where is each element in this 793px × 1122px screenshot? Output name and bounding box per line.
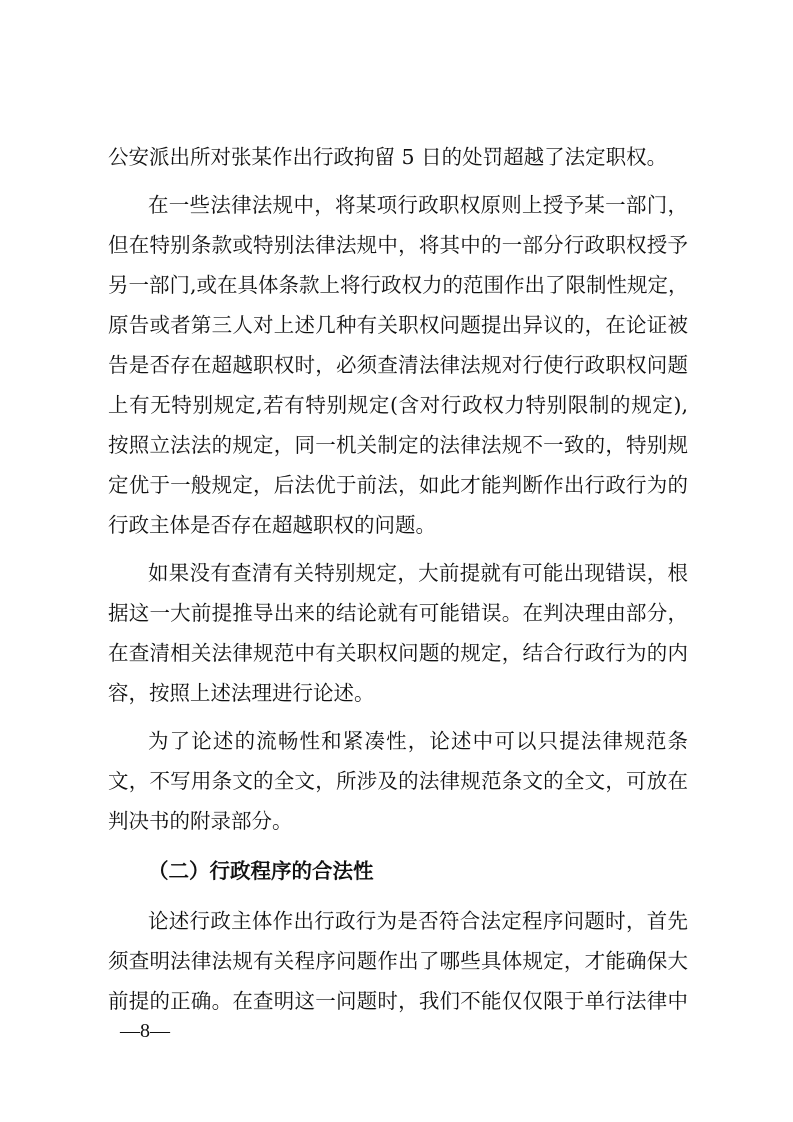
body-text-line: 前提的正确。在查明这一问题时，我们不能仅仅限于单行法律中 <box>108 989 688 1013</box>
body-text-line: 行政主体是否存在超越职权的问题。 <box>108 513 436 537</box>
body-text-line: 须查明法律法规有关程序问题作出了哪些具体规定，才能确保大 <box>108 949 688 973</box>
body-text-line: 上有无特别规定,若有特别规定(含对行政权力特别限制的规定), <box>108 393 688 417</box>
body-text-line: 如果没有查清有关特别规定，大前提就有可能出现错误，根 <box>148 561 688 585</box>
body-text-line: 论述行政主体作出行政行为是否符合法定程序问题时，首先 <box>148 909 688 933</box>
body-text-line: 告是否存在超越职权时，必须查清法律法规对行使行政职权问题 <box>108 353 688 377</box>
body-text-line: 定优于一般规定，后法优于前法，如此才能判断作出行政行为的 <box>108 473 688 497</box>
body-text-line: 容，按照上述法理进行论述。 <box>108 681 375 705</box>
body-text-line: 另一部门,或在具体条款上将行政权力的范围作出了限制性规定， <box>108 273 689 297</box>
body-text-line: 在查清相关法律规范中有关职权问题的规定，结合行政行为的内 <box>108 641 688 665</box>
body-text-line: 为了论述的流畅性和紧凑性，论述中可以只提法律规范条 <box>148 729 688 753</box>
body-text-line: 文，不写用条文的全文，所涉及的法律规范条文的全文，可放在 <box>108 769 688 793</box>
body-text-line: 原告或者第三人对上述几种有关职权问题提出异议的，在论证被 <box>108 313 688 337</box>
body-text-line: 公安派出所对张某作出行政拘留 5 日的处罚超越了法定职权。 <box>108 145 668 169</box>
body-text-line: 判决书的附录部分。 <box>108 809 293 833</box>
body-text-line: 按照立法法的规定，同一机关制定的法律法规不一致的，特别规 <box>108 433 688 457</box>
page-number: —8— <box>120 1020 170 1042</box>
body-text-line: 据这一大前提推导出来的结论就有可能错误。在判决理由部分， <box>108 601 688 625</box>
body-text-line: 但在特别条款或特别法律法规中，将其中的一部分行政职权授予 <box>108 233 688 257</box>
body-text-line: 在一些法律法规中，将某项行政职权原则上授予某一部门， <box>148 193 688 217</box>
section-heading: （二）行政程序的合法性 <box>148 859 374 883</box>
